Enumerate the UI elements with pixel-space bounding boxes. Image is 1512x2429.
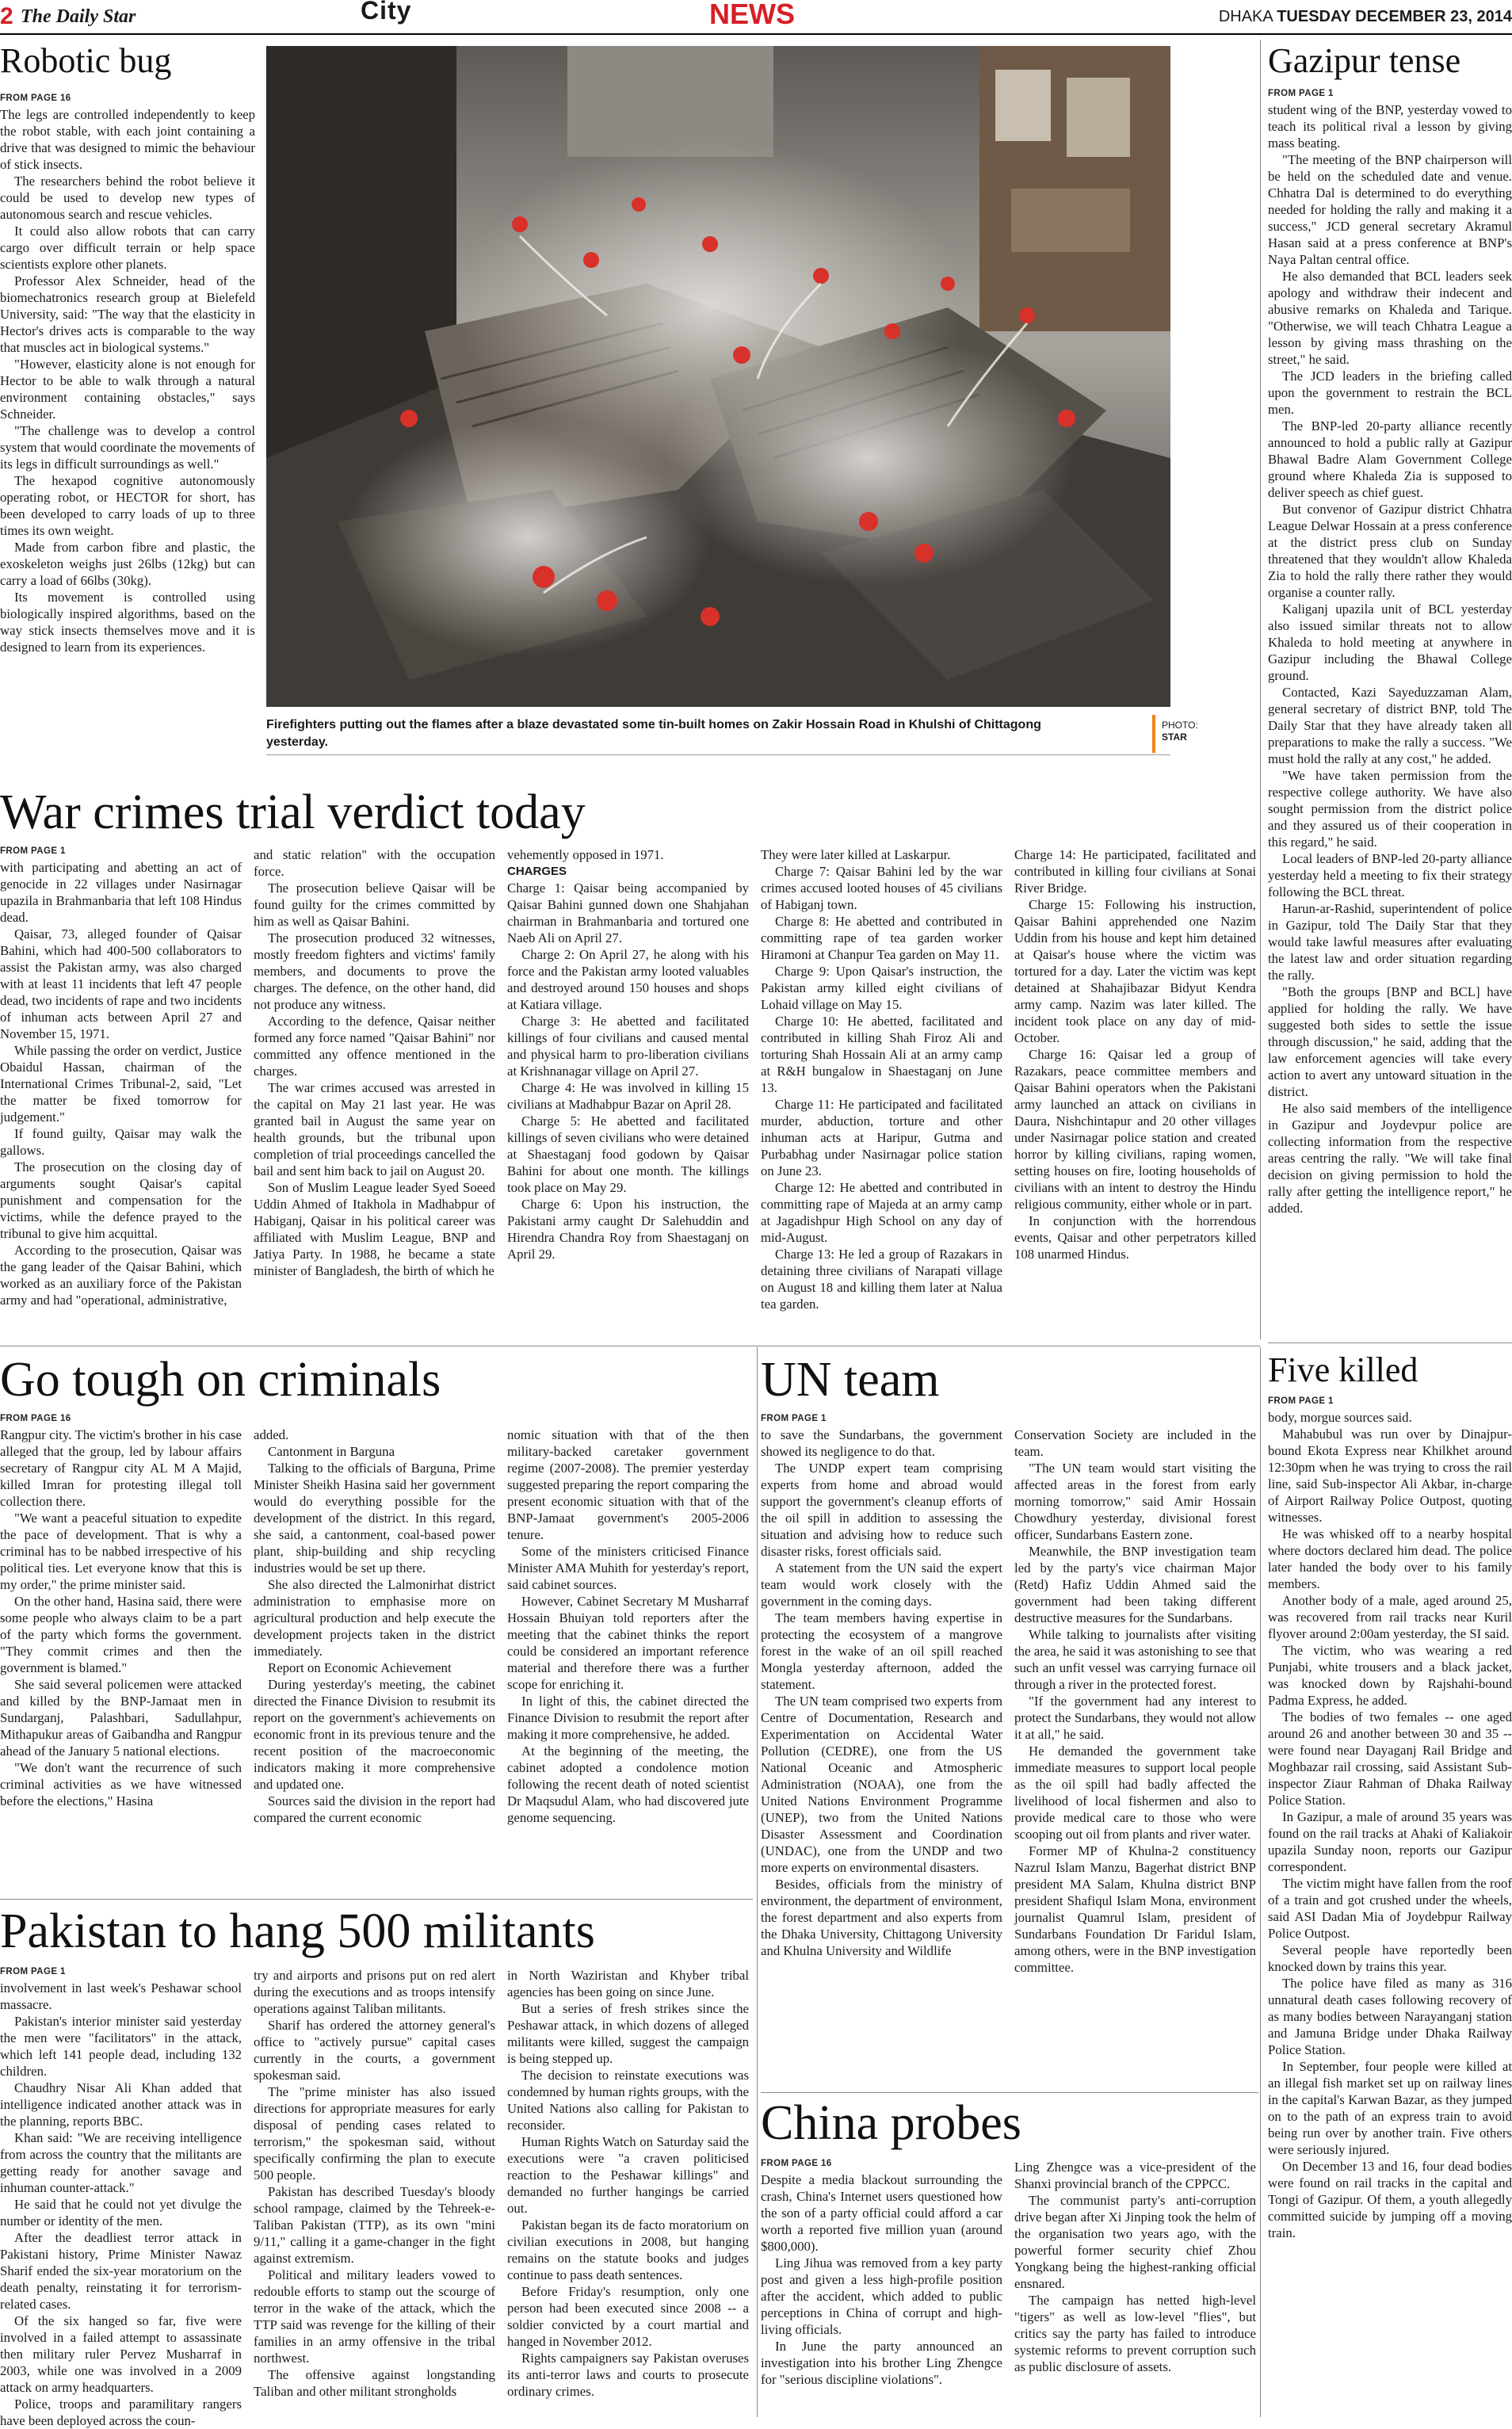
paragraph: Sharif has ordered the attorney general's office to "actively pursue" capital cases currently in the courts, a government spokesman said. <box>254 2018 495 2083</box>
paragraph: In Gazipur, a male of around 35 years was found on the rail tracks at Ahaki of Kaliakoir upazila Sunday noon, reports our Gazipur correspondent. <box>1268 1809 1512 1874</box>
gazipur-tense-body <box>1268 101 1512 1339</box>
paragraph: Police, troops and paramilitary rangers have been deployed across the coun- <box>0 2397 242 2428</box>
paragraph: Harun-ar-Rashid, superintendent of police in Gazipur, told The Daily Star that they would take lawful measures after evaluating the latest law and order situation regarding the rally. <box>1268 901 1512 983</box>
paragraph: While passing the order on verdict, Justice Obaidul Hassan, chairman of the International Crimes Tribunal-2, said, "Let the matter be fixed tomorrow for judgement." <box>0 1043 242 1125</box>
paragraph: In conjunction with the horrendous events, Qaisar and other perpetrators killed 108 unarmed Hindus. <box>1014 1213 1256 1262</box>
pakistan-from-page: FROM PAGE 1 <box>0 1967 66 1976</box>
paragraph: Made from carbon fibre and plastic, the exoskeleton weighs just 26lbs (12kg) but can carry a load of 66lbs (30kg). <box>0 540 255 588</box>
fire-scene-image <box>266 46 1170 707</box>
paragraph: They were later killed at Laskarpur. <box>761 847 951 862</box>
paragraph: He also said members of the intelligence in Gazipur and Joydevpur police are collecting information from the respective areas centring the rally. "We will take final decision on giving permission to hold the rally after getting the intelligence report," he added. <box>1268 1101 1512 1216</box>
paragraph: Charge 6: Upon his instruction, the Pakistani army caught Dr Salehuddin and Hirendra Chandra Roy from Shaestaganj on April 29. <box>507 1197 749 1262</box>
fire-photo <box>266 46 1170 707</box>
paragraph: Meanwhile, the BNP investigation team led by the party's vice chairman Major (Retd) Hafiz Uddin Ahmed said the government had been taking different destructive measures for the Sundarbans. <box>1014 1544 1256 1625</box>
paragraph: Contacted, Kazi Sayeduzzaman Alam, general secretary of district BNP, told The Daily Star that they have already taken all preparations to make the rally a success. "We must hold the rally at any cost," he added. <box>1268 685 1512 766</box>
paragraph: to save the Sundarbans, the government showed its negligence to do that. <box>761 1427 1002 1459</box>
paragraph: The war crimes accused was arrested in the capital on May 21 last year. He was granted bail in August the same year on health grounds, but the tribunal upon completion of trial proceedings cancelled the bail and sent him back to jail on August 20. <box>254 1080 495 1178</box>
paragraph: Pakistan began its de facto moratorium on civilian executions in 2008, but hanging remains on the statute books and judges continue to pass death sentences. <box>507 2217 749 2282</box>
paragraph: According to the prosecution, Qaisar was the gang leader of the Qaisar Bahini, which worked as an auxiliary force of the Pakistan army and had "operational, administrative, <box>0 1243 242 1308</box>
paragraph: "We don't want the recurrence of such criminal activities as we have witnessed before the elections," Hasina <box>0 1760 242 1808</box>
paragraph: In light of this, the cabinet directed the Finance Division to resubmit the report after making it more comprehensive, he added. <box>507 1694 749 1742</box>
robotic-bug-body <box>0 106 255 761</box>
paragraph: The team members having expertise in protecting the ecosystem of a mangrove forest in the wake of an oil spill reached Mongla yesterday afternoon, added the statement. <box>761 1610 1002 1692</box>
paragraph: Charge 10: He abetted, facilitated and contributed in killing Shah Firoz Ali and torturing Shah Hossain Ali at an army camp at R&H bungalow in Shaestaganj on June 13. <box>761 1014 1002 1095</box>
paragraph: If found guilty, Qaisar may walk the gallows. <box>0 1126 242 1158</box>
paragraph: Qaisar, 73, alleged founder of Qaisar Bahini, which had 400-500 collaborators to assist the Pakistan army, was also charged with at least 11 incidents that left 47 people dead, two incidents of rape and two incidents of inhuman acts between April 27 and November 15, 1971. <box>0 926 242 1041</box>
paragraph: Pakistan's interior minister said yesterday the men were "facilitators" in the attack, which left 141 people dead, including 132 children. <box>0 2014 242 2079</box>
un-team-headline: UN team <box>761 1353 940 1407</box>
paragraph: She said several policemen were attacked and killed by the BNP-Jamaat men in Sundarganj, Palashbari, Sadullahpur, Mithapukur areas of Gaibandha and Rangpur ahead of the January 5 national elections. <box>0 1677 242 1759</box>
gazipur-tense-headline: Gazipur tense <box>1268 41 1461 80</box>
paragraph: The victim, who was wearing a red Punjabi, white trousers and a black jacket, was knocked down by Rajshahi-bound Padma Express, he added. <box>1268 1643 1512 1708</box>
go-tough-column-3 <box>507 1426 749 1894</box>
dateline-city: DHAKA <box>1218 8 1273 25</box>
war-crimes-from-page: FROM PAGE 1 <box>0 846 66 856</box>
paragraph: Ling Zhengce was a vice-president of the Shanxi provincial branch of the CPPCC. <box>1014 2160 1256 2191</box>
paragraph: The UNDP expert team comprising experts from home and abroad would support the government's cleanup efforts of the oil spill in addition to assessing the situation and advising how to reduce such disaster risks, forest officials said. <box>761 1461 1002 1559</box>
paragraph: The victim might have fallen from the roof of a train and got crushed under the wheels, said ASI Dadan Mia of Joydebpur Railway Police Outpost. <box>1268 1876 1512 1941</box>
paragraph: Before Friday's resumption, only one person had been executed since 2008 -- a soldier convicted by a court martial and hanged in November 2012. <box>507 2284 749 2349</box>
go-tough-from-page: FROM PAGE 16 <box>0 1414 71 1423</box>
paragraph: Charge 3: He abetted and facilitated killings of four civilians and caused mental and physical harm to pro-liberation civilians at Krishnanagar village on April 27. <box>507 1014 749 1079</box>
go-tough-headline: Go tough on criminals <box>0 1353 441 1407</box>
news-label: NEWS <box>709 0 795 30</box>
paragraph: Professor Alex Schneider, head of the biomechatronics research group at Bielefeld University, said: "The way that the elasticity in Hector's drives acts is comparable to the way that muscles act in biological systems." <box>0 273 255 355</box>
paragraph: He was whisked off to a nearby hospital where doctors declared him dead. The police later handed the body over to his family members. <box>1268 1526 1512 1591</box>
photo-credit-label: PHOTO: <box>1162 720 1198 731</box>
paragraph: Charge 1: Qaisar being accompanied by Qaisar Bahini gunned down one Shahjahan chairman in Brahmanbaria and tortured one Naeb Ali on April 27. <box>507 880 749 945</box>
robotic-bug-headline: Robotic bug <box>0 41 172 80</box>
paragraph: He also demanded that BCL leaders seek apology and withdraw their indecent and abusive remarks on Khaleda and Tarique. "Otherwise, we will teach Chhatra League a lesson by giving mass thrashing on the street," he said. <box>1268 269 1512 367</box>
paragraph: Political and military leaders vowed to redouble efforts to stamp out the scourge of terror in the wake of the attack, which the TTP said was revenge for the killing of their families in an army offensive in the tribal northwest. <box>254 2267 495 2366</box>
paragraph: Charge 2: On April 27, he along with his force and the Pakistan army looted valuables and destroyed around 150 houses and shops at Katiara village. <box>507 947 749 1012</box>
paragraph: The hexapod cognitive autonomously operating robot, or HECTOR for short, has been developed to carry loads of up to three times its own weight. <box>0 473 255 538</box>
paragraph: The UN team comprised two experts from Centre of Documentation, Research and Experimentation on Accidental Water Pollution (CEDRE), one from the US National Oceanic and Atmospheric Administration (NOAA), one from the United Nations Environment Programme (UNEP), two from the United Nations Disaster Assessment and Coordination (UNDAC), one from the UNDP and two more experts on environmental disasters. <box>761 1694 1002 1875</box>
china-probes-column-1 <box>761 2171 1002 2417</box>
paragraph: On December 13 and 16, four dead bodies were found on rail tracks in the capital and Tongi of Gazipur. Of them, a youth allegedly committed suicide by jumping off a moving train. <box>1268 2159 1512 2240</box>
column-divider <box>1260 40 1261 1339</box>
go-tough-column-1 <box>0 1426 242 1894</box>
paragraph: Ling Jihua was removed from a key party post and given a less high-profile position after the accident, which added to public perceptions in China of corrupt and high-living officials. <box>761 2255 1002 2337</box>
un-team-column-1 <box>761 1426 1002 2089</box>
five-killed-from-page: FROM PAGE 1 <box>1268 1396 1334 1406</box>
paragraph: "We have taken permission from the respective college authority. We have also sought permission from the district police and they assured us of their cooperation in this regard," he said. <box>1268 768 1512 850</box>
paragraph: "However, elasticity alone is not enough for Hector to be able to walk through a natural environment containing obstacles," says Schneider. <box>0 357 255 422</box>
paragraph: The offensive against longstanding Taliban and other militant strongholds <box>254 2367 495 2399</box>
charges-subhead: CHARGES <box>507 865 567 878</box>
paragraph: In June the party announced an investigation into his brother Ling Zhengce for "serious discipline violations". <box>761 2339 1002 2387</box>
paragraph: "If the government had any interest to protect the Sundarbans, they would not allow it at all," he said. <box>1014 1694 1256 1742</box>
section-name: City <box>361 0 412 25</box>
five-killed-body <box>1268 1409 1512 2417</box>
subhead-barguna: Cantonment in Barguna <box>268 1444 395 1459</box>
war-crimes-headline: War crimes trial verdict today <box>0 785 586 839</box>
paragraph: The prosecution on the closing day of arguments sought Qaisar's capital punishment and compensation for the victims, while the defence prayed to the tribunal to give him acquittal. <box>0 1159 242 1241</box>
paragraph: The researchers behind the robot believe it could be used to develop new types of autonomous search and rescue vehicles. <box>0 174 255 222</box>
paragraph: The BNP-led 20-party alliance recently announced to hold a public rally at Gazipur Bhawal Badre Alam Government College ground where Khaleda Zia is supposed to deliver speech as chief guest. <box>1268 418 1512 500</box>
china-probes-column-2 <box>1014 2159 1256 2417</box>
paragraph: At the beginning of the meeting, the cabinet adopted a condolence motion following the recent death of noted scientist Dr Maqsudul Alam, who had discovered jute genome sequencing. <box>507 1743 749 1825</box>
paragraph: The JCD leaders in the briefing called upon the government to restrain the BCL men. <box>1268 369 1512 417</box>
paragraph: Talking to the officials of Barguna, Prime Minister Sheikh Hasina said her government would do everything possible for the development of the district. In this regard, she said, a cantonment, coal-based power plant, ship-building and ship recycling industries would be set up there. <box>254 1461 495 1575</box>
paragraph: nomic situation with that of the then military-backed caretaker government regime (2007-2008). The premier yesterday suggested preparing the report comparing the present economic situation with that of the BNP-Jamaat government's 2005-2006 tenure. <box>507 1427 749 1542</box>
paragraph: But a series of fresh strikes since the Peshawar attack, in which dozens of alleged militants were killed, suggest the campaign is being stepped up. <box>507 2001 749 2066</box>
caption-accent-bar <box>1152 715 1155 753</box>
paragraph: Several people have reportedly been knocked down by trains this year. <box>1268 1942 1512 1974</box>
paragraph: in North Waziristan and Khyber tribal agencies has been going on since June. <box>507 1968 749 1999</box>
pakistan-column-3 <box>507 1967 749 2417</box>
paragraph: Rangpur city. The victim's brother in his case alleged that the group, led by labour affairs secretary of Rangpur city AL M A Majid, killed Imran for protesting illegal toll collection there. <box>0 1427 242 1509</box>
newspaper-logo: The Daily Star <box>21 6 136 27</box>
paragraph: and static relation" with the occupation force. <box>254 847 495 879</box>
section-divider <box>761 2092 1258 2093</box>
paragraph: student wing of the BNP, yesterday vowed to teach its political rival a lesson by giving mass beating. <box>1268 102 1512 151</box>
paragraph: body, morgue sources said. <box>1268 1410 1412 1425</box>
gazipur-tense-from-page: FROM PAGE 1 <box>1268 89 1334 98</box>
paragraph: After the deadliest terror attack in Pakistani history, Prime Minister Nawaz Sharif ended the six-year moratorium on the death penalty, reinstating it for terrorism-related cases. <box>0 2230 242 2312</box>
paragraph: A statement from the UN said the expert team would work closely with the government in the coming days. <box>761 1560 1002 1609</box>
war-crimes-column-1 <box>0 859 242 1339</box>
paragraph: Charge 11: He participated and facilitated murder, abduction, torture and other inhuman acts at Haripur, Gutma and Purbabhag under Nasirnagar police station on June 23. <box>761 1097 1002 1178</box>
paragraph: "The challenge was to develop a control system that would coordinate the movements of its legs in difficult surroundings as well." <box>0 423 255 472</box>
paragraph: Sources said the division in the report had compared the current economic <box>254 1793 495 1825</box>
masthead <box>0 0 1512 33</box>
paragraph: While talking to journalists after visiting the area, he said it was astonishing to see that such an unfit vessel was carrying furnace oil through a river in the protected forest. <box>1014 1627 1256 1692</box>
paragraph: Local leaders of BNP-led 20-party alliance yesterday held a meeting to fix their strategy following the BCL threat. <box>1268 851 1512 899</box>
paragraph: He demanded the government take immediate measures to support local people as the oil spill had badly affected the livelihood of local fishermen and also to provide medical care to those who were scooping out oil from plants and river water. <box>1014 1743 1256 1842</box>
paragraph: Another body of a male, aged around 25, was recovered from rail tracks near Kuril flyover around 2:00am yesterday, the SI said. <box>1268 1593 1512 1641</box>
paragraph: try and airports and prisons put on red alert during the executions and as troops intensify operations against Taliban militants. <box>254 1968 495 2016</box>
dateline-date: TUESDAY DECEMBER 23, 2014 <box>1277 8 1512 25</box>
paragraph: vehemently opposed in 1971. <box>507 847 664 862</box>
paragraph: Charge 9: Upon Qaisar's instruction, the Pakistan army killed eight civilians of Lohaid village on May 15. <box>761 964 1002 1012</box>
paragraph: The decision to reinstate executions was condemned by human rights groups, with the United Nations also calling for Pakistan to reconsider. <box>507 2068 749 2133</box>
paragraph: The prosecution produced 32 witnesses, mostly freedom fighters and victims' family members, and documents to prove the charges. The defence, on the other hand, did not produce any witness. <box>254 930 495 1012</box>
paragraph: The police have filed as many as 316 unnatural death cases following recovery of as many bodies between Narayanganj station and Jamuna Bridge under Dhaka Railway Police Station. <box>1268 1976 1512 2057</box>
photo-caption-block <box>266 713 1198 755</box>
paragraph: Mahabubul was run over by Dinajpur-bound Ekota Express near Khilkhet around 12:30pm when he was trying to cross the rail line, said Sub-inspector Ali Akbar, in-charge of Airport Railway Police Outpost, quoting witnesses. <box>1268 1426 1512 1525</box>
page-number: 2 <box>0 3 13 29</box>
paragraph: "We want a peaceful situation to expedite the pace of development. That is why a criminal has to be nabbed irrespective of his political ties. Let everyone know that this is my order," the prime minister said. <box>0 1510 242 1592</box>
war-crimes-column-5 <box>1014 846 1256 1339</box>
paragraph: Its movement is controlled using biologically inspired algorithms, based on the way stick insects themselves move and it is designed to learn from its experiences. <box>0 590 255 655</box>
paragraph: But convenor of Gazipur district Chhatra League Delwar Hossain at a press conference at the district press club on Sunday threatened that they wouldn't allow Khaleda Zia to hold the rally there rather they would organise a counter rally. <box>1268 502 1512 600</box>
paragraph: In September, four people were killed at an illegal fish market set up on railway lines in the capital's Karwan Bazar, as they jumped on to the path of an express train to avoid being run over by another train. Five others were seriously injured. <box>1268 2059 1512 2157</box>
paragraph: Charge 13: He led a group of Razakars in detaining three civilians of Narapati village on August 18 and killing them later at Nalua tea garden. <box>761 1247 1002 1312</box>
column-divider <box>1260 1347 1261 2417</box>
paragraph: According to the defence, Qaisar neither formed any force named "Qaisar Bahini" nor committed any offence mentioned in the charges. <box>254 1014 495 1079</box>
paragraph: with participating and abetting an act of genocide in 22 villages under Nasirnagar upazila in Brahmanbaria that left 108 Hindus dead. <box>0 860 242 925</box>
paragraph: Khan said: "We are receiving intelligence from across the country that the militants are getting ready for another savage and inhuman counter-attack." <box>0 2130 242 2195</box>
section-divider <box>0 1899 753 1900</box>
paragraph: The "prime minister has also issued directions for appropriate measures for early disposal of pending cases related to terrorism," the spokesman said, without specifically confirming the plan to execute 500 people. <box>254 2084 495 2183</box>
masthead-rule <box>0 33 1512 35</box>
pakistan-column-2 <box>254 1967 495 2417</box>
paragraph: Charge 15: Following his instruction, Qaisar Bahini apprehended one Nazim Uddin from his house and kept him detained at Qaisar's house where the victim was tortured for a day. Later the victim was kept detained at Shahajibazar Bidyut Kendra army camp. Nazim was later killed. The incident took place on any day of mid-October. <box>1014 897 1256 1045</box>
paragraph: Besides, officials from the ministry of environment, the department of environment, the forest department and also experts from the Dhaka University, Chittagong University and Khulna University and Wildlife <box>761 1877 1002 1958</box>
column-divider <box>757 1347 758 2417</box>
war-crimes-column-2 <box>254 846 495 1339</box>
paragraph: Charge 14: He participated, facilitated and contributed in killing four civilians at Sonai River Bridge. <box>1014 847 1256 896</box>
paragraph: Charge 8: He abetted and contributed in committing rape of tea garden worker Hiramoni at Chanpur Tea garden on May 11. <box>761 914 1002 962</box>
paragraph: On the other hand, Hasina said, there were some people who always claim to be a part of the party which forms the government. "They commit crimes and then the government is blamed." <box>0 1594 242 1675</box>
pakistan-column-1 <box>0 1980 242 2428</box>
paragraph: During yesterday's meeting, the cabinet directed the Finance Division to resubmit its report on the government's achievements on economic front in its previous tenure and the recent position of the macroeconomic indicators making it more comprehensive and updated one. <box>254 1677 495 1792</box>
paragraph: Charge 5: He abetted and facilitated killings of seven civilians who were detained at Shaestaganj food godown by Qaisar Bahini for about one month. The killings took place on May 29. <box>507 1113 749 1195</box>
section-divider <box>1268 1342 1512 1343</box>
paragraph: Some of the ministers criticised Finance Minister AMA Muhith for yesterday's report, said cabinet sources. <box>507 1544 749 1592</box>
paragraph: Charge 4: He was involved in killing 15 civilians at Madhabpur Bazar on April 28. <box>507 1080 749 1112</box>
china-probes-from-page: FROM PAGE 16 <box>761 2159 832 2168</box>
paragraph: The communist party's anti-corruption drive began after Xi Jinping took the helm of the organisation two years ago, with the powerful former security chief Zhou Yongkang being the highest-ranking official ensnared. <box>1014 2193 1256 2291</box>
war-crimes-column-3 <box>507 846 749 1339</box>
un-team-from-page: FROM PAGE 1 <box>761 1414 827 1423</box>
paragraph: Of the six hanged so far, five were involved in a failed attempt to assassinate then military ruler Pervez Musharraf in 2003, while one was involved in a 2009 attack on army headquarters. <box>0 2313 242 2395</box>
paragraph: She also directed the Lalmonirhat district administration to emphasise more on agricultural production and help execute the development projects taken in the district immediately. <box>254 1577 495 1659</box>
paragraph: The campaign has netted high-level "tigers" as well as low-level "flies", but critics say the party has failed to introduce systemic reforms to prevent corruption such as public disclosure of assets. <box>1014 2293 1256 2374</box>
paragraph: The prosecution believe Qaisar will be found guilty for the crimes committed by him as well as Qaisar Bahini. <box>254 880 495 929</box>
five-killed-headline: Five killed <box>1268 1350 1418 1389</box>
subhead-economic-report: Report on Economic Achievement <box>268 1660 452 1675</box>
paragraph: Charge 12: He abetted and contributed in committing rape of Majeda at an army camp at Jagadishpur High School on any day of mid-August. <box>761 1180 1002 1245</box>
paragraph: Pakistan has described Tuesday's bloody school rampage, claimed by the Tehreek-e-Taliban Pakistan (TTP), as its own "mini 9/11," calling it a game-changer in the fight against extremism. <box>254 2184 495 2266</box>
paragraph: Conservation Society are included in the team. <box>1014 1427 1256 1459</box>
paragraph: The bodies of two females -- one aged around 26 and another between 30 and 35 -- were found near Dayaganj Rail Bridge and Moghbazar rail crossing, said Assistant Sub-inspector Ziaur Rahman of Dhaka Railway Police Station. <box>1268 1709 1512 1808</box>
paragraph: It could also allow robots that can carry cargo over difficult terrain or help space scientists explore other planets. <box>0 223 255 272</box>
paragraph: Chaudhry Nisar Ali Khan added that intelligence indicated another attack was in the planning, reports BBC. <box>0 2080 242 2129</box>
dateline <box>1219 3 1512 30</box>
paragraph: The legs are controlled independently to keep the robot stable, with each joint containing a drive that was designed to mimic the behaviour of stick insects. <box>0 107 255 172</box>
paragraph: He said that he could not yet divulge the number or identity of the men. <box>0 2197 242 2228</box>
un-team-column-2 <box>1014 1426 1256 2089</box>
paragraph: Human Rights Watch on Saturday said the executions were "a craven politicised reaction to the Peshawar killings" and demanded no further hangings be carried out. <box>507 2134 749 2216</box>
paragraph: Charge 16: Qaisar led a group of Razakars, peace committee members and Qaisar Bahini operators when the Pakistani army launched an attack on civilians in Daura, Nishchintapur and 20 other villages under Nasirnagar police station and created horror by killing civilians, raping women, setting houses on fire, looting households of civilians with an intent to destroy the Hindu religious community, either whole or in part. <box>1014 1047 1256 1212</box>
paragraph: Despite a media blackout surrounding the crash, China's Internet users questioned how the son of a party official could afford a car worth a reported five million yuan (around $800,000). <box>761 2172 1002 2254</box>
robotic-bug-from-page: FROM PAGE 16 <box>0 94 71 103</box>
paragraph: Former MP of Khulna-2 constituency Nazrul Islam Manzu, Bagerhat district BNP president MA Salam, Khulna district BNP president Shafiqul Islam Mona, environment journalist Quamrul Islam, president of Sundarbans Foundation Dr Faridul Islam, among others, were in the BNP investigation committee. <box>1014 1843 1256 1975</box>
photo-credit <box>1162 720 1198 743</box>
paragraph: Kaliganj upazila unit of BCL yesterday also issued similar threats not to allow Khaleda to hold meeting at anywhere in Gazipur including the Bhawal College ground. <box>1268 602 1512 683</box>
photo-credit-name: STAR <box>1162 731 1187 743</box>
go-tough-column-2 <box>254 1426 495 1894</box>
war-crimes-column-4 <box>761 846 1002 1339</box>
paragraph: Charge 7: Qaisar Bahini led by the war crimes accused looted houses of 45 civilians of Habiganj town. <box>761 864 1002 912</box>
paragraph: "Both the groups [BNP and BCL] have applied for holding the rally. We have suggested both sides to settle the issue through discussion," he said, adding that the law enforcement agencies will take every action to avert any untoward situation in the district. <box>1268 984 1512 1099</box>
paragraph: added. <box>254 1427 289 1442</box>
paragraph: However, Cabinet Secretary M Musharraf Hossain Bhuiyan told reporters after the meeting that the cabinet thinks the report could be considered an important reference material and therefore there was a further scope for enriching it. <box>507 1594 749 1692</box>
paragraph: "The UN team would start visiting the affected areas in the forest from early morning tomorrow," said Amir Hossain Chowdhury yesterday, divisional forest officer, Sundarbans Eastern zone. <box>1014 1461 1256 1542</box>
paragraph: involvement in last week's Peshawar school massacre. <box>0 1980 242 2012</box>
paragraph: Rights campaigners say Pakistan overuses its anti-terror laws and courts to prosecute ordinary crimes. <box>507 2351 749 2399</box>
pakistan-headline: Pakistan to hang 500 militants <box>0 1904 595 1958</box>
paragraph: Son of Muslim League leader Syed Soeed Uddin Ahmed of Itakhola in Madhabpur of Habiganj, Qaisar in his political career was affiliated with Muslim League, BNP and Jatiya Party. In 1988, he became a state minister of Bangladesh, the birth of which he <box>254 1180 495 1278</box>
china-probes-headline: China probes <box>761 2096 1021 2150</box>
photo-caption: Firefighters putting out the flames after a blaze devastated some tin-built homes on Zakir Hossain Road in Khulshi of Chittagong yesterday. <box>266 718 1041 749</box>
paragraph: "The meeting of the BNP chairperson will be held on the scheduled date and venue. Chhatra Dal is determined to do everything needed for holding the rally and making it a success," JCD general secretary Akramul Hasan said at a press conference at BNP's Naya Paltan central office. <box>1268 152 1512 267</box>
